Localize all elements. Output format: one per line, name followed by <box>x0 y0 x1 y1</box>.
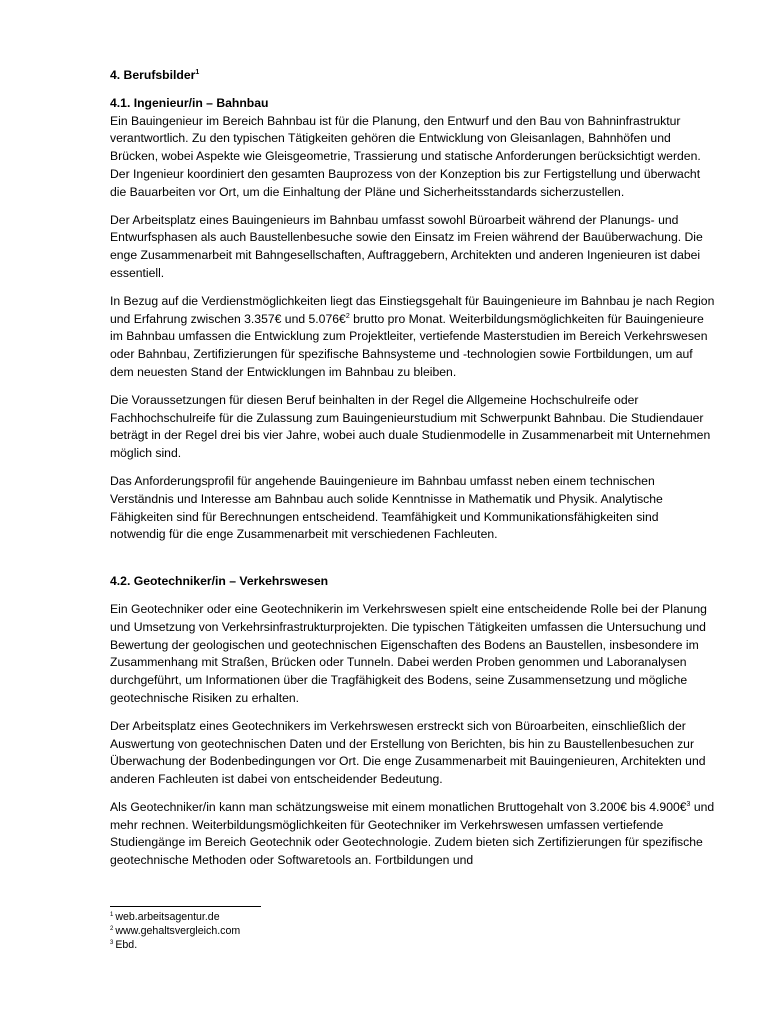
paragraph: Ein Bauingenieur im Bereich Bahnbau ist für die Planung, den Entwurf und den Bau von Bahninfrastruktur verantwortlich. Zu den typischen Tätigkeiten gehören die Entwicklung von Gleisanlagen, Bahnhöfen und Brücken, wobei Aspekte wie Gleisgeometrie, Trassierung und statische Anforderungen berücksichtigt werden. Der Ingenieur koordiniert den gesamten Bauprozess von der Konzeption bis zur Fertigstellung und überwacht die Bauarbeiten vor Ort, um die Einhaltung der Pläne und Sicherheitsstandards sicherzustellen. <box>110 113 701 199</box>
footnote-2: $^2$ www.gehaltsvergleich.com <box>110 925 241 937</box>
footnote-1: $^1$ web.arbeitsagentur.de <box>110 911 220 923</box>
page-content <box>110 67 715 870</box>
paragraph: Der Arbeitsplatz eines Geotechnikers im Verkehrswesen erstreckt sich von Büroarbeiten, einschließlich der Auswertung von geotechnischen Daten und der Erstellung von Berichten, bis hin zu Baustellenbesuchen zur Überwachung der Bodenbedingungen vor Ort. Die enge Zusammenarbeit mit Bauingenieuren, Architekten und anderen Fachleuten ist dabei von entscheidender Bedeutung. <box>110 718 706 787</box>
section-heading-berufsbilder: 4. Berufsbilder$^1$ <box>110 68 200 82</box>
footnote-3: $^3$ Ebd. <box>110 939 138 951</box>
footnote-ref-2[interactable]: 2 <box>345 312 350 320</box>
paragraph: In Bezug auf die Verdienstmöglichkeiten liegt das Einstiegsgehalt für Bauingenieure im Bahnbau je nach Region und Erfahrung zwischen 3.357€ und 5.076€$^2$ brutto pro Monat. Weiterbildungsmöglichkeiten für Bauingenieure im Bahnbau umfassen die Entwicklung zum Projektleiter, vertiefende Masterstudien im Bereich Verkehrswesen oder Bahnbau, Zertifizierungen für spezifische Bahnsysteme und -technologien sowie Fortbildungen, um auf dem neuesten Stand der Entwicklungen im Bahnbau zu bleiben. <box>110 293 715 379</box>
subsection-heading-ingenieur-bahnbau: 4.1. Ingenieur/in – Bahnbau <box>110 95 269 110</box>
paragraph: Ein Geotechniker oder eine Geotechnikerin im Verkehrswesen spielt eine entscheidende Rolle bei der Planung und Umsetzung von Verkehrsinfrastrukturprojekten. Die typischen Tätigkeiten umfassen die Untersuchung und Bewertung der geologischen und geotechnischen Eigenschaften des Bodens an Baustellen, insbesondere im Zusammenhang mit Straßen, Brücken oder Tunneln. Dabei werden Proben genommen und Laboranalysen durchgeführt, um Informationen über die Tragfähigkeit des Bodens, seine Zusammensetzung und mögliche geotechnische Risiken zu erhalten. <box>110 601 707 705</box>
footnote-ref-3[interactable]: 3 <box>686 800 691 808</box>
paragraph: Der Arbeitsplatz eines Bauingenieurs im Bahnbau umfasst sowohl Büroarbeit während der Planungs- und Entwurfsphasen als auch Baustellenbesuche sowie den Einsatz im Freien während der Bauüberwachung. Die enge Zusammenarbeit mit Bahngesellschaften, Auftraggebern, Architekten und anderen Ingenieuren ist dabei essentiell. <box>110 212 703 280</box>
paragraph: Die Voraussetzungen für diesen Beruf beinhalten in der Regel die Allgemeine Hochschulreife oder Fachhochschulreife für die Zulassung zum Bauingenieurstudium mit Schwerpunkt Bahnbau. Die Studiendauer beträgt in der Regel drei bis vier Jahre, wobei auch duale Studienmodelle in Zusammenarbeit mit Unternehmen möglich sind. <box>110 392 711 461</box>
footnotes <box>110 910 510 952</box>
footnote-separator <box>110 906 261 907</box>
paragraph: Als Geotechniker/in kann man schätzungsweise mit einem monatlichen Bruttogehalt von 3.200€ bis 4.900€$^3$ und mehr rechnen. Weiterbildungsmöglichkeiten für Geotechniker im Verkehrswesen umfassen vertiefende Studiengänge im Bereich Geotechnik oder Geotechnologie. Zudem bieten sich Zertifizierungen für spezifische geotechnische Methoden oder Softwaretools an. Fortbildungen und <box>110 799 715 868</box>
paragraph: Das Anforderungsprofil für angehende Bauingenieure im Bahnbau umfasst neben einem technischen Verständnis und Interesse am Bahnbau auch solide Kenntnisse in Mathematik und Physik. Analytische Fähigkeiten sind für Berechnungen entscheidend. Teamfähigkeit und Kommunikationsfähigkeiten sind notwendig für die enge Zusammenarbeit mit verschiedenen Fachleuten. <box>110 473 663 542</box>
subsection-heading-geotechniker-verkehrswesen: 4.2. Geotechniker/in – Verkehrswesen <box>110 574 329 589</box>
footnote-ref-1[interactable]: 1 <box>195 69 200 76</box>
